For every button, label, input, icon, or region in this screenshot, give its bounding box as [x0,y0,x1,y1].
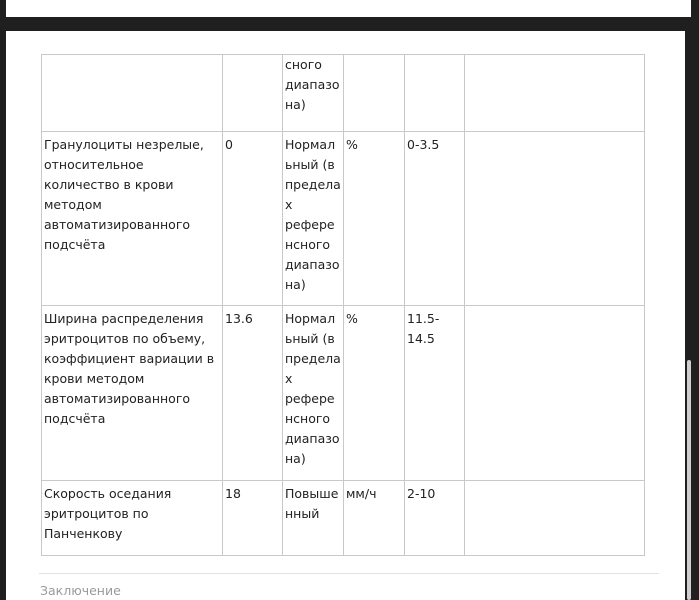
status-cell: Нормальный (в пределах референсного диапазона) [283,306,344,481]
reference-cell: 2-10 [405,481,465,556]
document-panel [6,31,691,600]
status-cell: Повышенный [283,481,344,556]
unit-cell [344,55,405,132]
unit-cell: % [344,132,405,306]
results-table [41,54,645,556]
test-name-cell: Скорость оседания эритроцитов по Панченкову [42,481,223,556]
status-cell: сного диапазо на) [283,55,344,132]
comment-cell [465,306,645,481]
window-frame-top [0,17,699,31]
value-cell: 0 [223,132,283,306]
table-row [42,132,645,306]
table-row [42,306,645,481]
section-divider [39,573,659,574]
table-row [42,481,645,556]
conclusion-heading: Заключение [40,583,121,598]
value-cell: 18 [223,481,283,556]
comment-cell [465,132,645,306]
reference-cell: 11.5-14.5 [405,306,465,481]
value-cell [223,55,283,132]
table-row [42,55,645,132]
unit-cell: мм/ч [344,481,405,556]
scrollbar-thumb[interactable] [687,360,691,600]
window-frame-right [691,0,699,600]
comment-cell [465,481,645,556]
test-name-cell: Ширина распределения эритроцитов по объему, коэффициент вариации в крови методом автоматизированного подсчёта [42,306,223,481]
test-name-cell [42,55,223,132]
unit-cell: % [344,306,405,481]
status-cell: Нормальный (в пределах референсного диапазона) [283,132,344,306]
comment-cell [465,55,645,132]
top-strip [6,0,691,17]
value-cell: 13.6 [223,306,283,481]
test-name-cell: Гранулоциты незрелые, относительное количество в крови методом автоматизированного подсчёта [42,132,223,306]
reference-cell [405,55,465,132]
reference-cell: 0-3.5 [405,132,465,306]
